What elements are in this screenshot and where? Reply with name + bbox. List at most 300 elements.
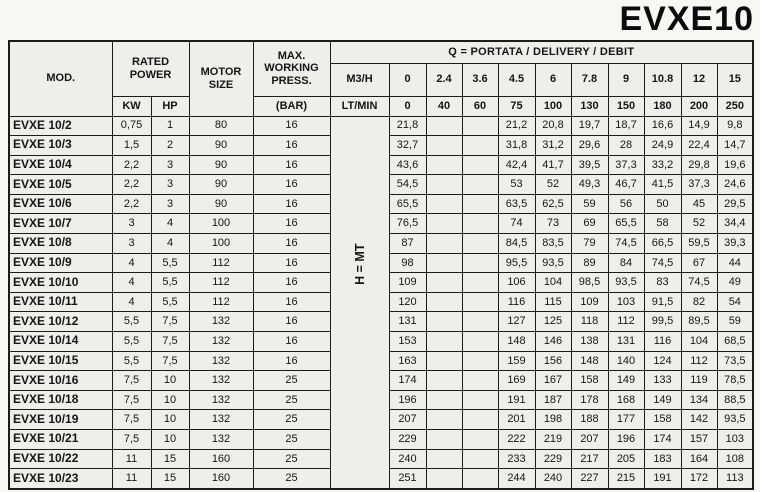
head-value-cell xyxy=(426,136,462,156)
head-value-cell: 52 xyxy=(535,175,571,195)
head-value-cell: 32,7 xyxy=(389,136,426,156)
head-value-cell: 131 xyxy=(389,312,426,332)
head-value-cell: 183 xyxy=(644,449,681,469)
motor-size-cell: 132 xyxy=(189,332,253,352)
hp-cell: 7,5 xyxy=(151,312,189,332)
hp-cell: 5,5 xyxy=(151,273,189,293)
head-value-cell: 95,5 xyxy=(498,253,535,273)
head-value-cell: 19,6 xyxy=(717,155,753,175)
head-value-cell: 21,8 xyxy=(389,116,426,136)
hp-cell: 3 xyxy=(151,155,189,175)
hp-cell: 15 xyxy=(151,469,189,489)
head-value-cell: 109 xyxy=(389,273,426,293)
head-value-cell: 24,9 xyxy=(644,136,681,156)
head-value-cell: 106 xyxy=(498,273,535,293)
h-mt-label: H = MT xyxy=(352,243,367,285)
head-value-cell: 41,5 xyxy=(644,175,681,195)
head-value-cell xyxy=(426,390,462,410)
head-value-cell: 87 xyxy=(389,234,426,254)
kw-cell: 4 xyxy=(112,253,151,273)
pressure-cell: 25 xyxy=(253,371,330,391)
model-cell: EVXE 10/18 xyxy=(9,390,112,410)
head-value-cell: 29,6 xyxy=(571,136,608,156)
head-value-cell xyxy=(462,214,498,234)
pump-spec-table xyxy=(8,40,754,490)
head-value-cell: 158 xyxy=(644,410,681,430)
head-value-cell: 50 xyxy=(644,194,681,214)
head-value-cell: 233 xyxy=(498,449,535,469)
head-value-cell: 41,7 xyxy=(535,155,571,175)
head-value-cell xyxy=(462,234,498,254)
head-value-cell: 14,7 xyxy=(717,136,753,156)
motor-size-cell: 132 xyxy=(189,410,253,430)
head-value-cell: 22,4 xyxy=(681,136,717,156)
motor-size-cell: 90 xyxy=(189,194,253,214)
head-value-cell: 54,5 xyxy=(389,175,426,195)
head-value-cell: 177 xyxy=(608,410,644,430)
head-value-cell xyxy=(426,292,462,312)
m3h-value: 4.5 xyxy=(498,63,535,96)
head-value-cell: 172 xyxy=(681,469,717,489)
pressure-cell: 16 xyxy=(253,175,330,195)
head-value-cell: 78,5 xyxy=(717,371,753,391)
head-value-cell: 93,5 xyxy=(717,410,753,430)
head-value-cell: 45 xyxy=(681,194,717,214)
head-value-cell xyxy=(462,351,498,371)
head-value-cell: 31,8 xyxy=(498,136,535,156)
pressure-cell: 16 xyxy=(253,116,330,136)
hp-cell: 15 xyxy=(151,449,189,469)
head-value-cell xyxy=(426,332,462,352)
head-value-cell: 127 xyxy=(498,312,535,332)
kw-cell: 5,5 xyxy=(112,332,151,352)
col-header-mod: MOD. xyxy=(9,41,112,116)
kw-cell: 7,5 xyxy=(112,430,151,450)
model-cell: EVXE 10/12 xyxy=(9,312,112,332)
col-header-max-working-press: MAX. WORKING PRESS. xyxy=(253,41,330,96)
pressure-cell: 16 xyxy=(253,194,330,214)
hp-cell: 7,5 xyxy=(151,332,189,352)
head-value-cell: 222 xyxy=(498,430,535,450)
head-value-cell: 53 xyxy=(498,175,535,195)
row-header-m3h: M3/H xyxy=(330,63,389,96)
head-value-cell: 68,5 xyxy=(717,332,753,352)
hp-cell: 4 xyxy=(151,214,189,234)
head-value-cell: 188 xyxy=(571,410,608,430)
motor-size-cell: 112 xyxy=(189,273,253,293)
head-value-cell: 240 xyxy=(535,469,571,489)
head-value-cell: 56 xyxy=(608,194,644,214)
model-cell: EVXE 10/10 xyxy=(9,273,112,293)
head-value-cell: 196 xyxy=(389,390,426,410)
ltmin-value: 40 xyxy=(426,96,462,116)
head-value-cell: 168 xyxy=(608,390,644,410)
head-value-cell: 74,5 xyxy=(681,273,717,293)
pressure-cell: 16 xyxy=(253,214,330,234)
head-value-cell: 219 xyxy=(535,430,571,450)
hp-cell: 5,5 xyxy=(151,253,189,273)
hp-cell: 10 xyxy=(151,430,189,450)
motor-size-cell: 112 xyxy=(189,253,253,273)
head-value-cell: 191 xyxy=(498,390,535,410)
head-value-cell: 59 xyxy=(571,194,608,214)
m3h-value: 0 xyxy=(389,63,426,96)
head-value-cell: 191 xyxy=(644,469,681,489)
col-header-q-delivery: Q = PORTATA / DELIVERY / DEBIT xyxy=(330,41,753,63)
head-value-cell: 49,3 xyxy=(571,175,608,195)
head-value-cell: 93,5 xyxy=(535,253,571,273)
head-value-cell: 29,5 xyxy=(717,194,753,214)
head-value-cell: 103 xyxy=(717,430,753,450)
head-value-cell: 164 xyxy=(681,449,717,469)
kw-cell: 11 xyxy=(112,449,151,469)
head-value-cell xyxy=(426,214,462,234)
head-value-cell: 82 xyxy=(681,292,717,312)
head-value-cell xyxy=(462,390,498,410)
motor-size-cell: 160 xyxy=(189,469,253,489)
head-value-cell: 58 xyxy=(644,214,681,234)
ltmin-value: 180 xyxy=(644,96,681,116)
motor-size-cell: 90 xyxy=(189,155,253,175)
kw-cell: 3 xyxy=(112,234,151,254)
head-value-cell: 84 xyxy=(608,253,644,273)
head-value-cell: 20,8 xyxy=(535,116,571,136)
kw-cell: 11 xyxy=(112,469,151,489)
motor-size-cell: 132 xyxy=(189,371,253,391)
kw-cell: 4 xyxy=(112,292,151,312)
motor-size-cell: 132 xyxy=(189,390,253,410)
head-value-cell xyxy=(426,116,462,136)
model-cell: EVXE 10/7 xyxy=(9,214,112,234)
hp-cell: 3 xyxy=(151,175,189,195)
head-value-cell xyxy=(462,312,498,332)
pressure-cell: 25 xyxy=(253,430,330,450)
head-value-cell: 108 xyxy=(717,449,753,469)
kw-cell: 0,75 xyxy=(112,116,151,136)
kw-cell: 5,5 xyxy=(112,351,151,371)
m3h-value: 3.6 xyxy=(462,63,498,96)
head-value-cell: 196 xyxy=(608,430,644,450)
head-value-cell: 113 xyxy=(717,469,753,489)
head-value-cell: 251 xyxy=(389,469,426,489)
head-value-cell: 98 xyxy=(389,253,426,273)
motor-size-cell: 80 xyxy=(189,116,253,136)
model-cell: EVXE 10/8 xyxy=(9,234,112,254)
motor-size-cell: 160 xyxy=(189,449,253,469)
kw-cell: 2,2 xyxy=(112,175,151,195)
head-value-cell xyxy=(426,194,462,214)
head-value-cell: 167 xyxy=(535,371,571,391)
head-value-cell: 99,5 xyxy=(644,312,681,332)
motor-size-cell: 112 xyxy=(189,292,253,312)
head-value-cell xyxy=(462,136,498,156)
head-value-cell: 142 xyxy=(681,410,717,430)
model-cell: EVXE 10/4 xyxy=(9,155,112,175)
head-value-cell: 240 xyxy=(389,449,426,469)
model-cell: EVXE 10/23 xyxy=(9,469,112,489)
kw-cell: 2,2 xyxy=(112,194,151,214)
head-value-cell: 14,9 xyxy=(681,116,717,136)
pressure-cell: 16 xyxy=(253,136,330,156)
head-value-cell: 84,5 xyxy=(498,234,535,254)
pressure-cell: 16 xyxy=(253,253,330,273)
head-value-cell: 91,5 xyxy=(644,292,681,312)
head-value-cell: 28 xyxy=(608,136,644,156)
head-value-cell xyxy=(426,253,462,273)
head-value-cell xyxy=(462,253,498,273)
head-value-cell xyxy=(462,194,498,214)
hp-cell: 5,5 xyxy=(151,292,189,312)
head-value-cell: 31,2 xyxy=(535,136,571,156)
ltmin-value: 130 xyxy=(571,96,608,116)
head-value-cell: 207 xyxy=(389,410,426,430)
head-value-cell: 59,5 xyxy=(681,234,717,254)
head-value-cell: 76,5 xyxy=(389,214,426,234)
head-value-cell: 18,7 xyxy=(608,116,644,136)
m3h-value: 12 xyxy=(681,63,717,96)
head-value-cell: 103 xyxy=(608,292,644,312)
head-value-cell: 19,7 xyxy=(571,116,608,136)
head-value-cell xyxy=(462,469,498,489)
head-value-cell: 104 xyxy=(681,332,717,352)
head-value-cell xyxy=(426,312,462,332)
head-value-cell xyxy=(462,332,498,352)
head-value-cell: 63,5 xyxy=(498,194,535,214)
head-value-cell: 37,3 xyxy=(608,155,644,175)
head-value-cell: 89,5 xyxy=(681,312,717,332)
head-value-cell: 201 xyxy=(498,410,535,430)
model-cell: EVXE 10/15 xyxy=(9,351,112,371)
head-value-cell: 187 xyxy=(535,390,571,410)
head-value-cell: 178 xyxy=(571,390,608,410)
motor-size-cell: 100 xyxy=(189,214,253,234)
head-value-cell: 69 xyxy=(571,214,608,234)
model-cell: EVXE 10/19 xyxy=(9,410,112,430)
head-value-cell: 229 xyxy=(389,430,426,450)
head-value-cell: 119 xyxy=(681,371,717,391)
head-value-cell: 44 xyxy=(717,253,753,273)
head-value-cell: 109 xyxy=(571,292,608,312)
head-value-cell: 88,5 xyxy=(717,390,753,410)
head-value-cell: 49 xyxy=(717,273,753,293)
head-value-cell xyxy=(426,430,462,450)
head-value-cell xyxy=(462,155,498,175)
head-value-cell xyxy=(462,430,498,450)
head-value-cell: 39,3 xyxy=(717,234,753,254)
head-value-cell: 149 xyxy=(644,390,681,410)
head-value-cell: 174 xyxy=(644,430,681,450)
pressure-cell: 16 xyxy=(253,234,330,254)
head-value-cell: 98,5 xyxy=(571,273,608,293)
head-value-cell xyxy=(462,175,498,195)
col-header-rated-power: RATED POWER xyxy=(112,41,189,96)
head-value-cell: 205 xyxy=(608,449,644,469)
head-value-cell: 125 xyxy=(535,312,571,332)
hp-cell: 2 xyxy=(151,136,189,156)
kw-cell: 7,5 xyxy=(112,390,151,410)
head-value-cell: 42,4 xyxy=(498,155,535,175)
hp-cell: 3 xyxy=(151,194,189,214)
head-value-cell: 146 xyxy=(535,332,571,352)
col-header-hp: HP xyxy=(151,96,189,116)
head-value-cell: 174 xyxy=(389,371,426,391)
hp-cell: 1 xyxy=(151,116,189,136)
ltmin-value: 75 xyxy=(498,96,535,116)
head-value-cell: 37,3 xyxy=(681,175,717,195)
motor-size-cell: 132 xyxy=(189,312,253,332)
col-header-kw: KW xyxy=(112,96,151,116)
pressure-cell: 25 xyxy=(253,449,330,469)
col-header-motor-size: MOTOR SIZE xyxy=(189,41,253,116)
m3h-value: 6 xyxy=(535,63,571,96)
pressure-cell: 16 xyxy=(253,351,330,371)
head-value-cell: 104 xyxy=(535,273,571,293)
head-value-cell: 46,7 xyxy=(608,175,644,195)
pressure-cell: 25 xyxy=(253,469,330,489)
head-value-cell: 65,5 xyxy=(608,214,644,234)
h-mt-cell xyxy=(330,116,389,489)
head-value-cell: 62,5 xyxy=(535,194,571,214)
head-value-cell xyxy=(426,410,462,430)
table-body xyxy=(9,116,753,489)
motor-size-cell: 90 xyxy=(189,175,253,195)
head-value-cell: 140 xyxy=(608,351,644,371)
row-header-ltmin: LT/MIN xyxy=(330,96,389,116)
m3h-value: 9 xyxy=(608,63,644,96)
head-value-cell xyxy=(462,292,498,312)
kw-cell: 3 xyxy=(112,214,151,234)
kw-cell: 4 xyxy=(112,273,151,293)
head-value-cell: 9,8 xyxy=(717,116,753,136)
head-value-cell: 169 xyxy=(498,371,535,391)
model-cell: EVXE 10/6 xyxy=(9,194,112,214)
col-header-bar: (BAR) xyxy=(253,96,330,116)
head-value-cell: 156 xyxy=(535,351,571,371)
head-value-cell: 157 xyxy=(681,430,717,450)
model-cell: EVXE 10/5 xyxy=(9,175,112,195)
head-value-cell xyxy=(426,351,462,371)
head-value-cell: 93,5 xyxy=(608,273,644,293)
head-value-cell: 73 xyxy=(535,214,571,234)
kw-cell: 7,5 xyxy=(112,371,151,391)
head-value-cell: 217 xyxy=(571,449,608,469)
motor-size-cell: 90 xyxy=(189,136,253,156)
head-value-cell: 153 xyxy=(389,332,426,352)
hp-cell: 10 xyxy=(151,390,189,410)
head-value-cell: 207 xyxy=(571,430,608,450)
head-value-cell: 74,5 xyxy=(644,253,681,273)
head-value-cell: 149 xyxy=(608,371,644,391)
ltmin-value: 200 xyxy=(681,96,717,116)
m3h-value: 7.8 xyxy=(571,63,608,96)
kw-cell: 2,2 xyxy=(112,155,151,175)
ltmin-value: 60 xyxy=(462,96,498,116)
hp-cell: 7,5 xyxy=(151,351,189,371)
head-value-cell: 24,6 xyxy=(717,175,753,195)
head-value-cell: 134 xyxy=(681,390,717,410)
head-value-cell xyxy=(462,116,498,136)
m3h-value: 10.8 xyxy=(644,63,681,96)
head-value-cell xyxy=(462,449,498,469)
kw-cell: 7,5 xyxy=(112,410,151,430)
head-value-cell: 215 xyxy=(608,469,644,489)
head-value-cell: 89 xyxy=(571,253,608,273)
head-value-cell: 116 xyxy=(498,292,535,312)
head-value-cell: 74,5 xyxy=(608,234,644,254)
head-value-cell xyxy=(426,273,462,293)
head-value-cell: 112 xyxy=(608,312,644,332)
head-value-cell: 83,5 xyxy=(535,234,571,254)
pressure-cell: 16 xyxy=(253,292,330,312)
motor-size-cell: 132 xyxy=(189,430,253,450)
ltmin-value: 0 xyxy=(389,96,426,116)
table-row xyxy=(9,116,753,136)
head-value-cell: 79 xyxy=(571,234,608,254)
head-value-cell: 66,5 xyxy=(644,234,681,254)
head-value-cell: 29,8 xyxy=(681,155,717,175)
model-cell: EVXE 10/9 xyxy=(9,253,112,273)
head-value-cell: 34,4 xyxy=(717,214,753,234)
head-value-cell: 112 xyxy=(681,351,717,371)
model-cell: EVXE 10/2 xyxy=(9,116,112,136)
table-header xyxy=(9,41,753,116)
model-cell: EVXE 10/11 xyxy=(9,292,112,312)
head-value-cell: 52 xyxy=(681,214,717,234)
head-value-cell xyxy=(462,273,498,293)
head-value-cell: 158 xyxy=(571,371,608,391)
head-value-cell: 59 xyxy=(717,312,753,332)
head-value-cell xyxy=(462,371,498,391)
head-value-cell xyxy=(462,410,498,430)
head-value-cell xyxy=(426,449,462,469)
head-value-cell: 198 xyxy=(535,410,571,430)
head-value-cell: 39,5 xyxy=(571,155,608,175)
motor-size-cell: 100 xyxy=(189,234,253,254)
head-value-cell: 67 xyxy=(681,253,717,273)
model-cell: EVXE 10/16 xyxy=(9,371,112,391)
hp-cell: 4 xyxy=(151,234,189,254)
head-value-cell: 65,5 xyxy=(389,194,426,214)
head-value-cell: 33,2 xyxy=(644,155,681,175)
head-value-cell: 120 xyxy=(389,292,426,312)
motor-size-cell: 132 xyxy=(189,351,253,371)
head-value-cell xyxy=(426,234,462,254)
ltmin-value: 250 xyxy=(717,96,753,116)
head-value-cell: 138 xyxy=(571,332,608,352)
head-value-cell: 43,6 xyxy=(389,155,426,175)
model-cell: EVXE 10/3 xyxy=(9,136,112,156)
head-value-cell: 16,6 xyxy=(644,116,681,136)
ltmin-value: 150 xyxy=(608,96,644,116)
head-value-cell: 163 xyxy=(389,351,426,371)
head-value-cell: 73,5 xyxy=(717,351,753,371)
ltmin-value: 100 xyxy=(535,96,571,116)
head-value-cell xyxy=(426,371,462,391)
head-value-cell: 124 xyxy=(644,351,681,371)
head-value-cell: 116 xyxy=(644,332,681,352)
head-value-cell: 74 xyxy=(498,214,535,234)
m3h-value: 15 xyxy=(717,63,753,96)
head-value-cell xyxy=(426,155,462,175)
pressure-cell: 16 xyxy=(253,332,330,352)
pressure-cell: 25 xyxy=(253,390,330,410)
head-value-cell: 229 xyxy=(535,449,571,469)
head-value-cell: 21,2 xyxy=(498,116,535,136)
head-value-cell: 118 xyxy=(571,312,608,332)
kw-cell: 1,5 xyxy=(112,136,151,156)
head-value-cell: 159 xyxy=(498,351,535,371)
pressure-cell: 16 xyxy=(253,155,330,175)
